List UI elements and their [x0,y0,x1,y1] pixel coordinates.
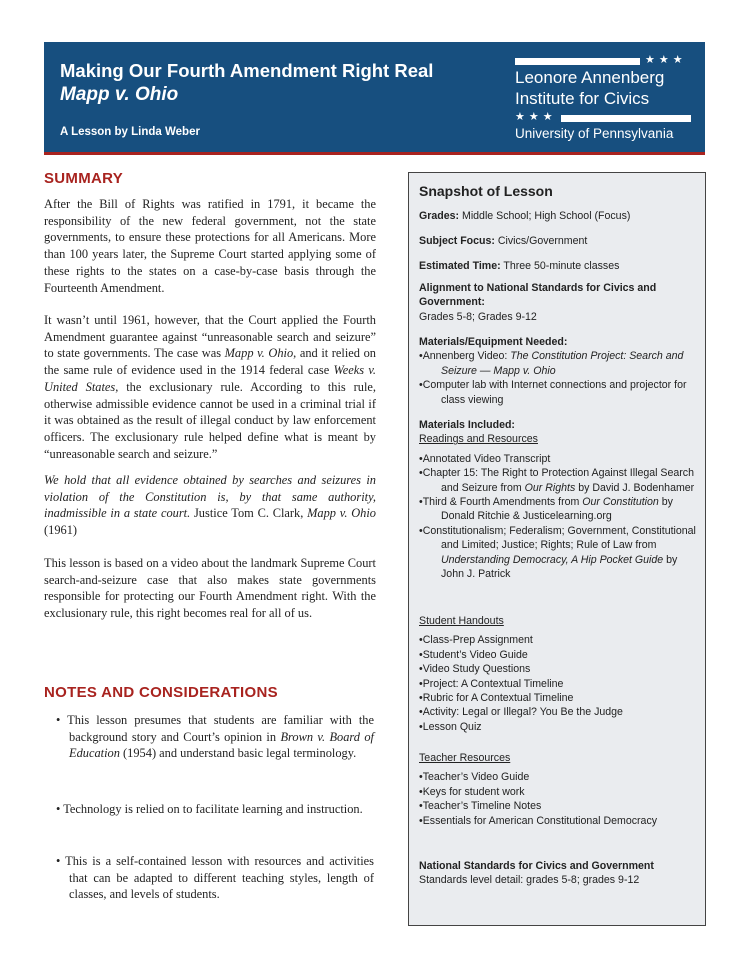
alignment-value: Grades 5-8; Grades 9-12 [419,310,537,323]
header-rule [44,152,705,155]
readings-label: Readings and Resources [419,433,538,446]
grades-row: Grades: Middle School; High School (Focus) [419,210,631,222]
annenberg-logo [509,50,699,148]
alignment-label: Alignment to National Standards for Civics and Government: [419,282,657,309]
star-icon: ★★★ [645,54,687,66]
notes-heading: NOTES AND CONSIDERATIONS [44,684,278,701]
list-item: •Rubric for A Contextual Timeline [419,692,574,705]
snapshot-box [408,172,706,926]
handouts-label: Student Handouts [419,615,504,627]
summary-paragraph-2: It wasn’t until 1961, however, that the Court applied the Fourth Amendment guarantee against “unreasonable search and seizure” to state governments. The case was Mapp v. Ohio, and it relied on the same rule of evidence used in the 1914 federal case Weeks v. United States, the exclusionary rule. According to this rule, otherwise admissible evidence cannot be used in a criminal trial if it was obtained as the result of illegal conduct by law enforcement officers. The exclusionary rule helped define what is meant by “unreasonable search and seizure.” [44,313,376,461]
list-item: •Constitutionalism; Federalism; Government, Constitutional and Limited; Justice; Rights; Rule of Law from Understanding Democracy, A Hip Pocket Guide by John J. Patrick [419,524,696,581]
lesson-byline: A Lesson by Linda Weber [60,126,200,138]
list-item: •Annenberg Video: The Constitution Project: Search and Seizure — Mapp v. Ohio [419,350,684,377]
star-icon: ★★★ [515,111,557,123]
list-item: •Lesson Quiz [419,720,482,733]
list-item: •Activity: Legal or Illegal? You Be the Judge [419,706,623,719]
student-handouts-section [419,614,697,734]
logo-line-3: University of Pennsylvania [515,126,674,141]
summary-heading: SUMMARY [44,170,124,187]
list-item: •Essentials for American Constitutional Democracy [419,814,658,827]
list-item: •Annotated Video Transcript [419,452,551,465]
logo-line-2: Institute for Civics [515,89,650,108]
snapshot-title: Snapshot of Lesson [419,183,553,199]
lesson-subtitle: Mapp v. Ohio [60,84,179,105]
teacher-resources-section [419,751,697,828]
alignment-section [419,281,697,324]
summary-paragraph-1: After the Bill of Rights was ratified in 1791, it became the responsibility of the new federal government, not the state governments, to ensure these protections for all Americans. More than 100 years later, the Supreme Court started applying some of these rights to the states on a case-by-case basis through the Fourteenth Amendment. [44,197,376,295]
note-item: • This is a self-contained lesson with resources and activities that can be adapted to different teaching styles, length of classes, and levels of students. [56,854,374,902]
standards-value: Standards level detail: grades 5-8; grades 9-12 [419,874,640,887]
list-item: •Computer lab with Internet connections and projector for class viewing [419,379,687,406]
court-quote: We hold that all evidence obtained by searches and seizures in violation of the Constitution is, by that same authority, inadmissible in a state court. Justice Tom C. Clark, Mapp v. Ohio (1961) [44,473,376,538]
note-item: • This lesson presumes that students are familiar with the background story and Court’s opinion in Brown v. Board of Education (1954) and understand basic legal terminology. [56,713,374,761]
list-item: •Video Study Questions [419,663,531,676]
national-standards-section [419,859,697,888]
note-item: • Technology is relied on to facilitate learning and instruction. [56,802,363,816]
logo-line-1: Leonore Annenberg [515,68,665,87]
materials-included-section: Materials Included: Readings and Resources •Annotated Video Transcript •Chapter 15: The Right to Protection Against Illegal Search and Seizure from Our Rights by David J. Bodenhamer •Third & Fourth Amendments from Our Constitution by Donald Ritchie & Justicelearning.org •Constitutionalism; Federalism; Government, Constitutional and Limited; Justice; Rights; Rule of Law from Understanding Democracy, A Hip Pocket Guide by John J. Patrick [419,419,696,581]
list-item: •Keys for student work [419,785,525,798]
lesson-title: Making Our Fourth Amendment Right Real [60,60,434,81]
list-item: •Teacher’s Video Guide [419,771,530,784]
header-banner [44,42,705,152]
standards-label: National Standards for Civics and Government [419,860,654,872]
list-item: •Student’s Video Guide [419,648,528,661]
list-item: •Teacher’s Timeline Notes [419,800,542,813]
list-item: •Class-Prep Assignment [419,634,533,647]
list-item: •Third & Fourth Amendments from Our Constitution by Donald Ritchie & Justicelearning.org [419,496,673,523]
list-item: •Chapter 15: The Right to Protection Against Illegal Search and Seizure from Our Rights by David J. Bodenhamer [419,467,695,494]
summary-paragraph-3: This lesson is based on a video about the landmark Supreme Court search-and-seizure case that also makes state governments responsible for protecting our Fourth Amendment right. With the exclusionary rule, this right becomes real for all of us. [44,556,376,621]
teacher-resources-label: Teacher Resources [419,752,511,764]
subject-focus-row: Subject Focus: Civics/Government [419,235,588,247]
estimated-time-row: Estimated Time: Three 50-minute classes [419,260,620,272]
list-item: •Project: A Contextual Timeline [419,677,564,690]
materials-needed-section: Materials/Equipment Needed: •Annenberg Video: The Constitution Project: Search and Seizure — Mapp v. Ohio •Computer lab with Internet connections and projector for class viewing [419,335,697,407]
